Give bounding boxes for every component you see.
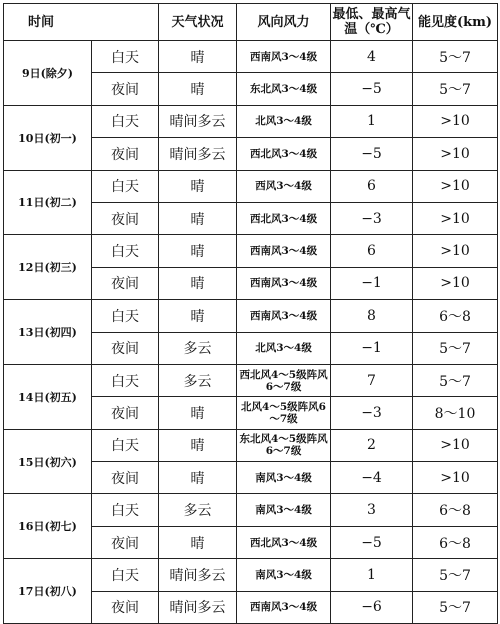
visibility-cell: >10 — [413, 462, 498, 494]
period-cell: 夜间 — [92, 591, 159, 623]
temperature-cell: 7 — [331, 364, 413, 396]
wind-cell: 北风4～5级阵风6～7级 — [237, 397, 331, 429]
temperature-cell: 1 — [331, 559, 413, 591]
visibility-cell: 6～8 — [413, 300, 498, 332]
visibility-cell: >10 — [413, 138, 498, 170]
weather-cell: 晴 — [159, 202, 237, 234]
visibility-cell: >10 — [413, 267, 498, 299]
period-cell: 白天 — [92, 300, 159, 332]
visibility-cell: 5～7 — [413, 41, 498, 73]
visibility-cell: >10 — [413, 202, 498, 234]
wind-cell: 南风3～4级 — [237, 494, 331, 526]
weather-cell: 晴间多云 — [159, 138, 237, 170]
weather-cell: 晴 — [159, 41, 237, 73]
wind-cell: 西风3～4级 — [237, 170, 331, 202]
weather-cell: 晴 — [159, 526, 237, 558]
temperature-cell: −1 — [331, 332, 413, 364]
wind-cell: 西南风3～4级 — [237, 267, 331, 299]
temperature-cell: −5 — [331, 73, 413, 105]
table-row — [4, 494, 498, 526]
temperature-cell: 6 — [331, 170, 413, 202]
period-cell: 夜间 — [92, 73, 159, 105]
table-row — [4, 235, 498, 267]
period-cell: 夜间 — [92, 526, 159, 558]
temperature-cell: −1 — [331, 267, 413, 299]
temperature-cell: −3 — [331, 397, 413, 429]
visibility-cell: 6～8 — [413, 494, 498, 526]
table-row — [4, 429, 498, 461]
header-visibility: 能见度(km) — [413, 4, 498, 41]
wind-cell: 南风3～4级 — [237, 559, 331, 591]
visibility-cell: 5～7 — [413, 591, 498, 623]
weather-cell: 晴 — [159, 235, 237, 267]
weather-cell: 晴间多云 — [159, 559, 237, 591]
weather-cell: 晴间多云 — [159, 105, 237, 137]
visibility-cell: >10 — [413, 429, 498, 461]
temperature-cell: −4 — [331, 462, 413, 494]
period-cell: 白天 — [92, 429, 159, 461]
wind-cell: 南风3～4级 — [237, 462, 331, 494]
weather-cell: 多云 — [159, 332, 237, 364]
wind-cell: 西南风3～4级 — [237, 235, 331, 267]
weather-cell: 晴 — [159, 397, 237, 429]
date-cell: 10日(初一) — [4, 105, 92, 170]
period-cell: 白天 — [92, 494, 159, 526]
temperature-cell: 1 — [331, 105, 413, 137]
wind-cell: 东北风4～5级阵风6～7级 — [237, 429, 331, 461]
period-cell: 夜间 — [92, 397, 159, 429]
weather-cell: 晴 — [159, 429, 237, 461]
temperature-cell: −6 — [331, 591, 413, 623]
weather-cell: 晴 — [159, 462, 237, 494]
visibility-cell: >10 — [413, 170, 498, 202]
wind-cell: 西北风3～4级 — [237, 138, 331, 170]
period-cell: 白天 — [92, 559, 159, 591]
weather-cell: 晴间多云 — [159, 591, 237, 623]
forecast-table — [3, 3, 498, 624]
header-time: 时间 — [4, 4, 159, 41]
date-cell: 17日(初八) — [4, 559, 92, 624]
weather-cell: 晴 — [159, 267, 237, 299]
temperature-cell: 6 — [331, 235, 413, 267]
visibility-cell: >10 — [413, 105, 498, 137]
visibility-cell: 5～7 — [413, 559, 498, 591]
date-cell: 9日(除夕) — [4, 41, 92, 106]
wind-cell: 北风3～4级 — [237, 105, 331, 137]
period-cell: 白天 — [92, 105, 159, 137]
period-cell: 白天 — [92, 170, 159, 202]
table-row — [4, 559, 498, 591]
forecast-body — [4, 41, 498, 624]
visibility-cell: 5～7 — [413, 332, 498, 364]
period-cell: 夜间 — [92, 462, 159, 494]
visibility-cell: 5～7 — [413, 73, 498, 105]
temperature-cell: −5 — [331, 138, 413, 170]
table-row — [4, 300, 498, 332]
table-row — [4, 364, 498, 396]
date-cell: 15日(初六) — [4, 429, 92, 494]
header-weather: 天气状况 — [159, 4, 237, 41]
temperature-cell: 3 — [331, 494, 413, 526]
header-wind: 风向风力 — [237, 4, 331, 41]
period-cell: 白天 — [92, 41, 159, 73]
table-row — [4, 105, 498, 137]
temperature-cell: −5 — [331, 526, 413, 558]
wind-cell: 西北风4～5级阵风6～7级 — [237, 364, 331, 396]
wind-cell: 西南风3～4级 — [237, 591, 331, 623]
header-temp: 最低、最高气温（℃） — [331, 4, 413, 41]
period-cell: 夜间 — [92, 267, 159, 299]
visibility-cell: >10 — [413, 235, 498, 267]
date-cell: 13日(初四) — [4, 300, 92, 365]
period-cell: 白天 — [92, 364, 159, 396]
temperature-cell: 4 — [331, 41, 413, 73]
header-row — [4, 4, 498, 41]
period-cell: 夜间 — [92, 202, 159, 234]
wind-cell: 西南风3～4级 — [237, 300, 331, 332]
visibility-cell: 8～10 — [413, 397, 498, 429]
wind-cell: 西北风3～4级 — [237, 202, 331, 234]
date-cell: 14日(初五) — [4, 364, 92, 429]
visibility-cell: 6～8 — [413, 526, 498, 558]
period-cell: 夜间 — [92, 332, 159, 364]
date-cell: 12日(初三) — [4, 235, 92, 300]
wind-cell: 东北风3～4级 — [237, 73, 331, 105]
table-row — [4, 170, 498, 202]
period-cell: 白天 — [92, 235, 159, 267]
weather-cell: 晴 — [159, 300, 237, 332]
weather-cell: 多云 — [159, 494, 237, 526]
temperature-cell: 8 — [331, 300, 413, 332]
date-cell: 16日(初七) — [4, 494, 92, 559]
weather-cell: 晴 — [159, 170, 237, 202]
wind-cell: 西南风3～4级 — [237, 41, 331, 73]
period-cell: 夜间 — [92, 138, 159, 170]
temperature-cell: 2 — [331, 429, 413, 461]
visibility-cell: 5～7 — [413, 364, 498, 396]
weather-cell: 晴 — [159, 73, 237, 105]
table-row — [4, 41, 498, 73]
date-cell: 11日(初二) — [4, 170, 92, 235]
wind-cell: 北风3～4级 — [237, 332, 331, 364]
wind-cell: 西北风3～4级 — [237, 526, 331, 558]
weather-cell: 多云 — [159, 364, 237, 396]
temperature-cell: −3 — [331, 202, 413, 234]
